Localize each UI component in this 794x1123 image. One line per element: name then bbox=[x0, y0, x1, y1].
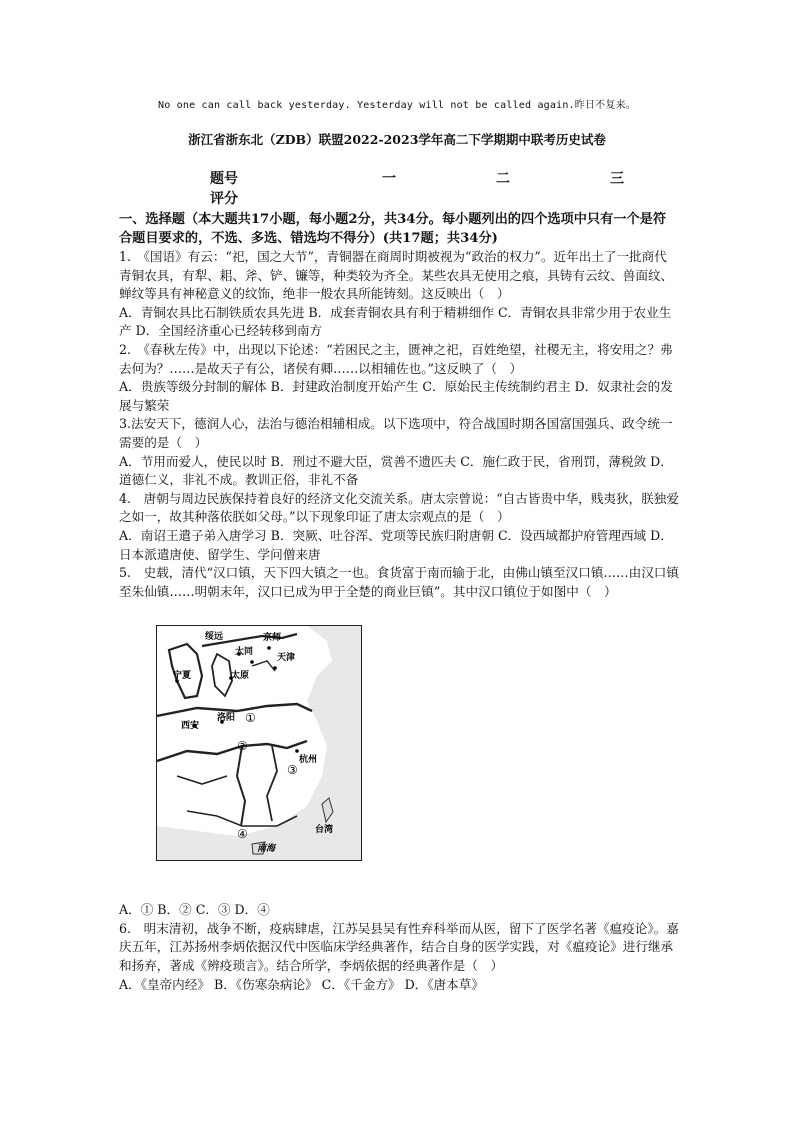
question-options: A．节用而爱人，使民以时 B．刑过不避大臣，赏善不遗匹夫 C．施仁政于民，省刑罚，薄税敛 D．道德仁义，非礼不成。教训正俗，非礼不备 bbox=[119, 453, 673, 488]
header-motto: No one can call back yesterday. Yesterday will not be called again.昨日不复来。 bbox=[158, 100, 636, 111]
label-taiwan: 台湾 bbox=[315, 825, 334, 836]
question-options: A．① B．② C．③ D．④ bbox=[119, 902, 270, 918]
section-heading: 一、选择题（本大题共17小题，每小题2分，共34分。每小题列出的四个选项中只有一个是符合题目要求的，不选、多选、错选均不得分）(共17题；共34分) bbox=[119, 212, 667, 246]
label-xian: 西安 bbox=[181, 721, 200, 732]
border-shanxi bbox=[212, 654, 232, 696]
score-row-score bbox=[210, 188, 650, 208]
label-hangzhou: 杭州 bbox=[299, 755, 318, 766]
label-suiyuan: 绥远 bbox=[205, 632, 224, 643]
label-tianjin: 天津 bbox=[277, 653, 296, 664]
label-taiyuan: 太原 bbox=[231, 671, 250, 682]
label-nanhai: 南海 bbox=[257, 844, 276, 855]
question-body bbox=[119, 210, 679, 994]
question-stem: 3.法安天下，德润人心，法治与德治相辅相成。以下选项中，符合战国时期各国富国强兵、政令统一需要的是（ ） bbox=[119, 416, 673, 450]
question-stem: 4. 唐朝与周边民族保持着良好的经济文化交流关系。唐太宗曾说：“自古皆贵中华，贱夷狄，朕独爱之如一，故其种落依朕如父母。”以下现象印证了唐太宗观点的是（ ） bbox=[119, 490, 679, 525]
question-stem: 6. 明末清初，战争不断，疫病肆虐，江苏吴县吴有性弃科举而从医，留下了医学名著《瘟疫论》。嘉庆五年，江苏扬州李炳依据汉代中医临床学经典著作，结合自身的医学实践，对《瘟疫论》进行继承和扬弃，著成《辨疫琐言》。结合所学，李炳依据的经典著作是（ ） bbox=[119, 920, 679, 974]
label-ningxia: 宁夏 bbox=[173, 671, 192, 682]
map-figure bbox=[157, 626, 361, 860]
qing-dynasty-map bbox=[156, 625, 362, 861]
canal-south bbox=[237, 746, 245, 826]
question-stem: 5. 史载，清代“汉口镇，天下四大镇之一也。食货富于南而输于北，由佛山镇至汉口镇……由汉口镇至朱仙镇……明朝末年，汉口已成为甲于全楚的商业巨镇”。其中汉口镇位于如图中（ ） bbox=[119, 565, 679, 599]
label-jingshi: 京师 bbox=[263, 633, 282, 644]
column-3: 三 bbox=[610, 171, 624, 187]
column-2: 二 bbox=[496, 171, 510, 187]
marker-2: ② bbox=[237, 739, 248, 754]
city-dot-jingshi bbox=[267, 646, 271, 650]
question-options: A．青铜农具比石制铁质农具先进 B．成套青铜农具有利于精耕细作 C．青铜农具非常少用于农业生产 D．全国经济重心已经转移到南方 bbox=[119, 304, 672, 339]
question-options: A．南诏王遣子弟入唐学习 B．突厥、吐谷浑、党项等民族归附唐朝 C．设西域都护府管理西域 D．日本派遣唐使、留学生、学问僧来唐 bbox=[119, 527, 673, 562]
question-options: A．贵族等级分封制的解体 B．封建政治制度开始产生 C．原始民主传统制约君主 D．奴隶社会的发展与繁荣 bbox=[119, 379, 673, 413]
route-southwest bbox=[177, 776, 227, 784]
exam-title: 浙江省浙东北（ZDB）联盟2022-2023学年高二下学期期中联考历史试卷 bbox=[188, 132, 606, 147]
score-row-number bbox=[210, 168, 650, 188]
route-east bbox=[267, 746, 277, 821]
city-dot-hangzhou bbox=[295, 749, 299, 753]
label-datong: 大同 bbox=[235, 647, 254, 658]
marker-3: ③ bbox=[287, 763, 298, 778]
river-yangtze bbox=[157, 741, 307, 761]
marker-4: ④ bbox=[237, 827, 248, 842]
marker-1: ① bbox=[245, 711, 256, 726]
score-table bbox=[210, 168, 650, 208]
column-1: 一 bbox=[382, 171, 396, 187]
map-container bbox=[119, 601, 679, 901]
route-capital bbox=[252, 661, 275, 671]
city-dot-tianjin bbox=[273, 666, 277, 670]
city-dot-datong bbox=[250, 660, 254, 664]
question-options: A．《皇帝内经》 B．《伤寒杂病论》 C．《千金方》 D．《唐本草》 bbox=[119, 976, 484, 992]
label-luoyang: 洛阳 bbox=[217, 713, 236, 724]
label-question-number: 题号 bbox=[210, 171, 238, 187]
question-stem: 2. 《春秋左传》中，出现以下论述：“若困民之主，匮神之祀，百姓绝望，社稷无主，将安用之？弗去何为？……是故天子有公，诸侯有卿……以相辅佐也。”这反映了（ ） bbox=[119, 341, 673, 376]
question-stem: 1. 《国语》有云：“祀，国之大节”，青铜器在商周时期被视为“政治的权力”。近年出土了一批商代青铜农具，有犁、耜、斧、铲、镰等，种类较为齐全。某些农具无使用之痕，具铸有云纹、兽面纹、蝉纹等具有神秘意义的纹饰，绝非一般农具所能铸刻。这反映出（ ） bbox=[119, 249, 674, 302]
label-score: 评分 bbox=[210, 191, 238, 207]
